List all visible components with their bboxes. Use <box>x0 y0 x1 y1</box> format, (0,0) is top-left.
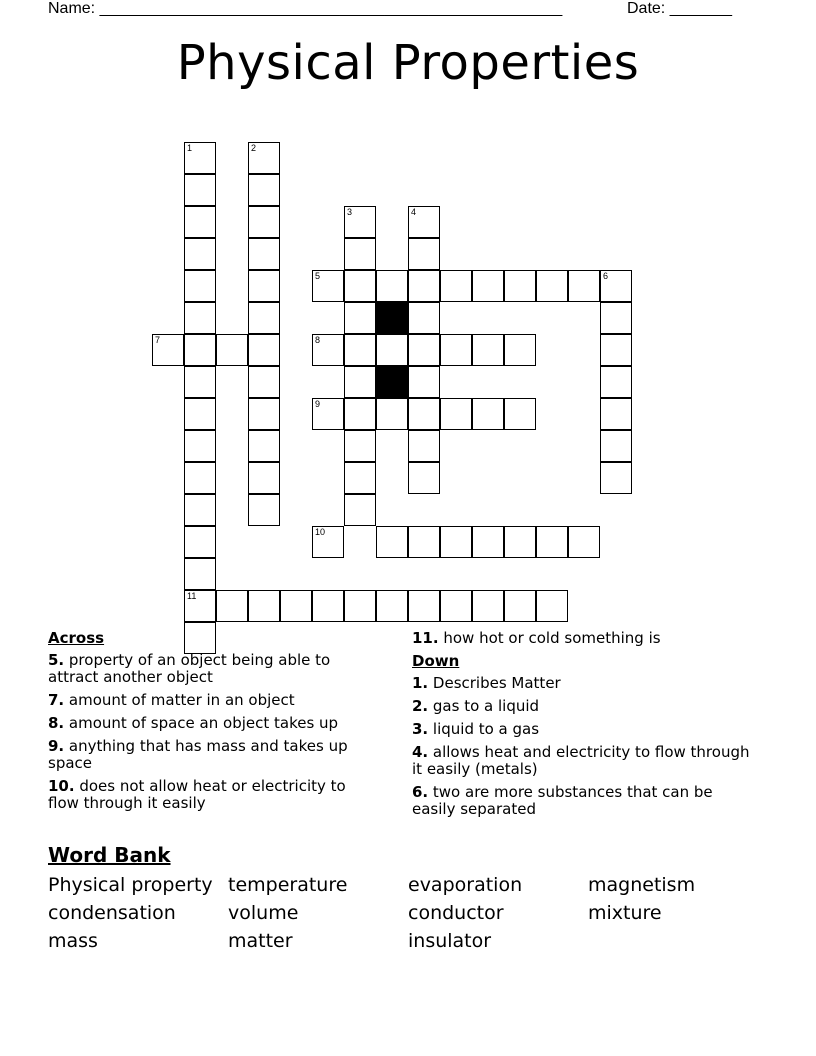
date-line[interactable]: Date: _______ <box>627 0 732 17</box>
page-title: Physical Properties <box>176 35 640 91</box>
crossword-cell[interactable] <box>248 334 280 366</box>
crossword-cell[interactable] <box>440 526 472 558</box>
black-cell <box>376 302 408 334</box>
word-bank-word: insulator <box>408 930 492 952</box>
cell-number: 3 <box>347 207 353 217</box>
crossword-cell[interactable] <box>184 366 216 398</box>
crossword-cell[interactable] <box>504 398 536 430</box>
crossword-cell[interactable] <box>184 558 216 590</box>
name-line[interactable]: Name: ____________________________________________________ <box>48 0 563 17</box>
word-bank-word: mixture <box>588 902 662 924</box>
clue-down-6 <box>412 784 752 818</box>
clue-text: property of an object being able to attract another object <box>48 651 331 686</box>
crossword-cell[interactable] <box>376 334 408 366</box>
clue-text: Describes Matter <box>428 674 561 692</box>
clue-across-11 <box>412 630 752 647</box>
cell-number: 7 <box>155 335 161 345</box>
cell-number: 9 <box>315 399 321 409</box>
word-bank-word: evaporation <box>408 874 523 896</box>
clue-down-3 <box>412 721 752 738</box>
crossword-cell[interactable] <box>184 302 216 334</box>
crossword-cell[interactable] <box>184 430 216 462</box>
crossword-cell[interactable] <box>248 366 280 398</box>
crossword-cell[interactable] <box>408 398 440 430</box>
cell-number: 4 <box>411 207 417 217</box>
crossword-cell[interactable] <box>536 590 568 622</box>
crossword-cell[interactable] <box>408 590 440 622</box>
crossword-cell[interactable] <box>184 238 216 270</box>
crossword-cell[interactable] <box>248 206 280 238</box>
crossword-cell[interactable] <box>184 174 216 206</box>
crossword-cell[interactable] <box>344 238 376 270</box>
word-bank-word: conductor <box>408 902 504 924</box>
black-cell <box>376 366 408 398</box>
clue-number: 11. <box>412 629 439 647</box>
crossword-cell[interactable] <box>440 334 472 366</box>
crossword-cell[interactable] <box>184 334 216 366</box>
crossword-cell[interactable] <box>344 302 376 334</box>
crossword-cell[interactable] <box>408 366 440 398</box>
crossword-cell[interactable] <box>248 270 280 302</box>
crossword-cell[interactable] <box>344 590 376 622</box>
crossword-cell[interactable] <box>344 206 376 238</box>
clue-text: allows heat and electricity to flow through it easily (metals) <box>412 743 750 778</box>
crossword-cell[interactable] <box>312 398 344 430</box>
clue-down-1 <box>412 675 752 692</box>
crossword-cell[interactable] <box>504 270 536 302</box>
crossword-cell[interactable] <box>408 238 440 270</box>
word-bank-word: matter <box>228 930 293 952</box>
word-bank-word: volume <box>228 902 299 924</box>
crossword-cell[interactable] <box>376 526 408 558</box>
crossword-cell[interactable] <box>184 270 216 302</box>
clue-number: 9. <box>48 737 65 755</box>
clue-text: amount of matter in an object <box>64 691 295 709</box>
clue-across-9 <box>48 738 378 772</box>
crossword-cell[interactable] <box>312 334 344 366</box>
crossword-cell[interactable] <box>280 590 312 622</box>
word-bank-title: Word Bank <box>48 843 171 867</box>
crossword-cell[interactable] <box>504 590 536 622</box>
crossword-cell[interactable] <box>248 430 280 462</box>
clue-down-2 <box>412 698 752 715</box>
crossword-cell[interactable] <box>600 302 632 334</box>
cell-number: 2 <box>251 143 257 153</box>
crossword-cell[interactable] <box>440 398 472 430</box>
crossword-cell[interactable] <box>248 142 280 174</box>
crossword-cell[interactable] <box>344 462 376 494</box>
crossword-cell[interactable] <box>536 526 568 558</box>
clue-number: 3. <box>412 720 429 738</box>
crossword-cell[interactable] <box>600 270 632 302</box>
crossword-cell[interactable] <box>184 206 216 238</box>
crossword-cell[interactable] <box>344 398 376 430</box>
crossword-cell[interactable] <box>408 526 440 558</box>
crossword-cell[interactable] <box>408 302 440 334</box>
crossword-cell[interactable] <box>504 526 536 558</box>
cell-number: 11 <box>187 591 197 601</box>
down-heading: Down <box>412 652 460 670</box>
down-clues <box>412 630 752 824</box>
crossword-cell[interactable] <box>408 270 440 302</box>
word-bank-word: temperature <box>228 874 348 896</box>
crossword-cell[interactable] <box>568 526 600 558</box>
crossword-cell[interactable] <box>344 430 376 462</box>
clue-number: 8. <box>48 714 65 732</box>
crossword-cell[interactable] <box>184 590 216 622</box>
clue-number: 6. <box>412 783 429 801</box>
clue-text: how hot or cold something is <box>438 629 661 647</box>
crossword-cell[interactable] <box>376 398 408 430</box>
across-heading: Across <box>48 629 105 647</box>
clue-number: 7. <box>48 691 65 709</box>
crossword-cell[interactable] <box>184 462 216 494</box>
cell-number: 1 <box>187 143 193 153</box>
crossword-cell[interactable] <box>184 142 216 174</box>
crossword-cell[interactable] <box>472 334 504 366</box>
crossword-cell[interactable] <box>248 398 280 430</box>
crossword-cell[interactable] <box>376 270 408 302</box>
crossword-cell[interactable] <box>344 270 376 302</box>
clue-text: anything that has mass and takes up space <box>48 737 348 772</box>
word-bank-word: magnetism <box>588 874 696 896</box>
crossword-cell[interactable] <box>600 334 632 366</box>
crossword-cell[interactable] <box>568 270 600 302</box>
clue-across-8 <box>48 715 378 732</box>
across-clues <box>48 630 378 818</box>
cell-number: 8 <box>315 335 321 345</box>
clue-number: 4. <box>412 743 429 761</box>
crossword-cell[interactable] <box>248 238 280 270</box>
cell-number: 5 <box>315 271 321 281</box>
crossword-cell[interactable] <box>408 462 440 494</box>
crossword-cell[interactable] <box>600 398 632 430</box>
clue-number: 2. <box>412 697 429 715</box>
crossword-cell[interactable] <box>376 590 408 622</box>
crossword-cell[interactable] <box>344 366 376 398</box>
crossword-cell[interactable] <box>408 334 440 366</box>
word-bank-word: Physical property <box>48 874 213 896</box>
crossword-cell[interactable] <box>472 590 504 622</box>
crossword-cell[interactable] <box>472 398 504 430</box>
crossword-cell[interactable] <box>600 430 632 462</box>
crossword-cell[interactable] <box>408 206 440 238</box>
crossword-cell[interactable] <box>248 462 280 494</box>
word-bank-word: condensation <box>48 902 176 924</box>
crossword-cell[interactable] <box>440 590 472 622</box>
crossword-cell[interactable] <box>312 590 344 622</box>
clue-number: 5. <box>48 651 65 669</box>
cell-number: 10 <box>315 527 326 537</box>
crossword-cell[interactable] <box>472 526 504 558</box>
clue-across-5 <box>48 652 378 686</box>
crossword-cell[interactable] <box>472 270 504 302</box>
crossword-cell[interactable] <box>248 590 280 622</box>
crossword-cell[interactable] <box>408 430 440 462</box>
crossword-cell[interactable] <box>184 398 216 430</box>
word-bank-word: mass <box>48 930 98 952</box>
crossword-cell[interactable] <box>504 334 536 366</box>
crossword-cell[interactable] <box>344 494 376 526</box>
crossword-cell[interactable] <box>248 302 280 334</box>
crossword-cell[interactable] <box>216 590 248 622</box>
clue-across-10 <box>48 778 378 812</box>
crossword-cell[interactable] <box>600 366 632 398</box>
crossword-cell[interactable] <box>312 270 344 302</box>
clue-down-4 <box>412 744 752 778</box>
clue-number: 1. <box>412 674 429 692</box>
clue-text: two are more substances that can be easily separated <box>412 783 713 818</box>
crossword-cell[interactable] <box>184 494 216 526</box>
clue-text: liquid to a gas <box>428 720 540 738</box>
crossword-cell[interactable] <box>344 334 376 366</box>
crossword-cell[interactable] <box>312 526 344 558</box>
crossword-cell[interactable] <box>248 174 280 206</box>
crossword-cell[interactable] <box>536 270 568 302</box>
crossword-cell[interactable] <box>440 270 472 302</box>
crossword-cell[interactable] <box>600 462 632 494</box>
clue-text: does not allow heat or electricity to flow through it easily <box>48 777 346 812</box>
crossword-cell[interactable] <box>184 526 216 558</box>
clue-text: amount of space an object takes up <box>64 714 339 732</box>
crossword-cell[interactable] <box>216 334 248 366</box>
crossword-cell[interactable] <box>152 334 184 366</box>
cell-number: 6 <box>603 271 609 281</box>
clue-text: gas to a liquid <box>428 697 540 715</box>
crossword-cell[interactable] <box>248 494 280 526</box>
clue-number: 10. <box>48 777 75 795</box>
clue-across-7 <box>48 692 378 709</box>
